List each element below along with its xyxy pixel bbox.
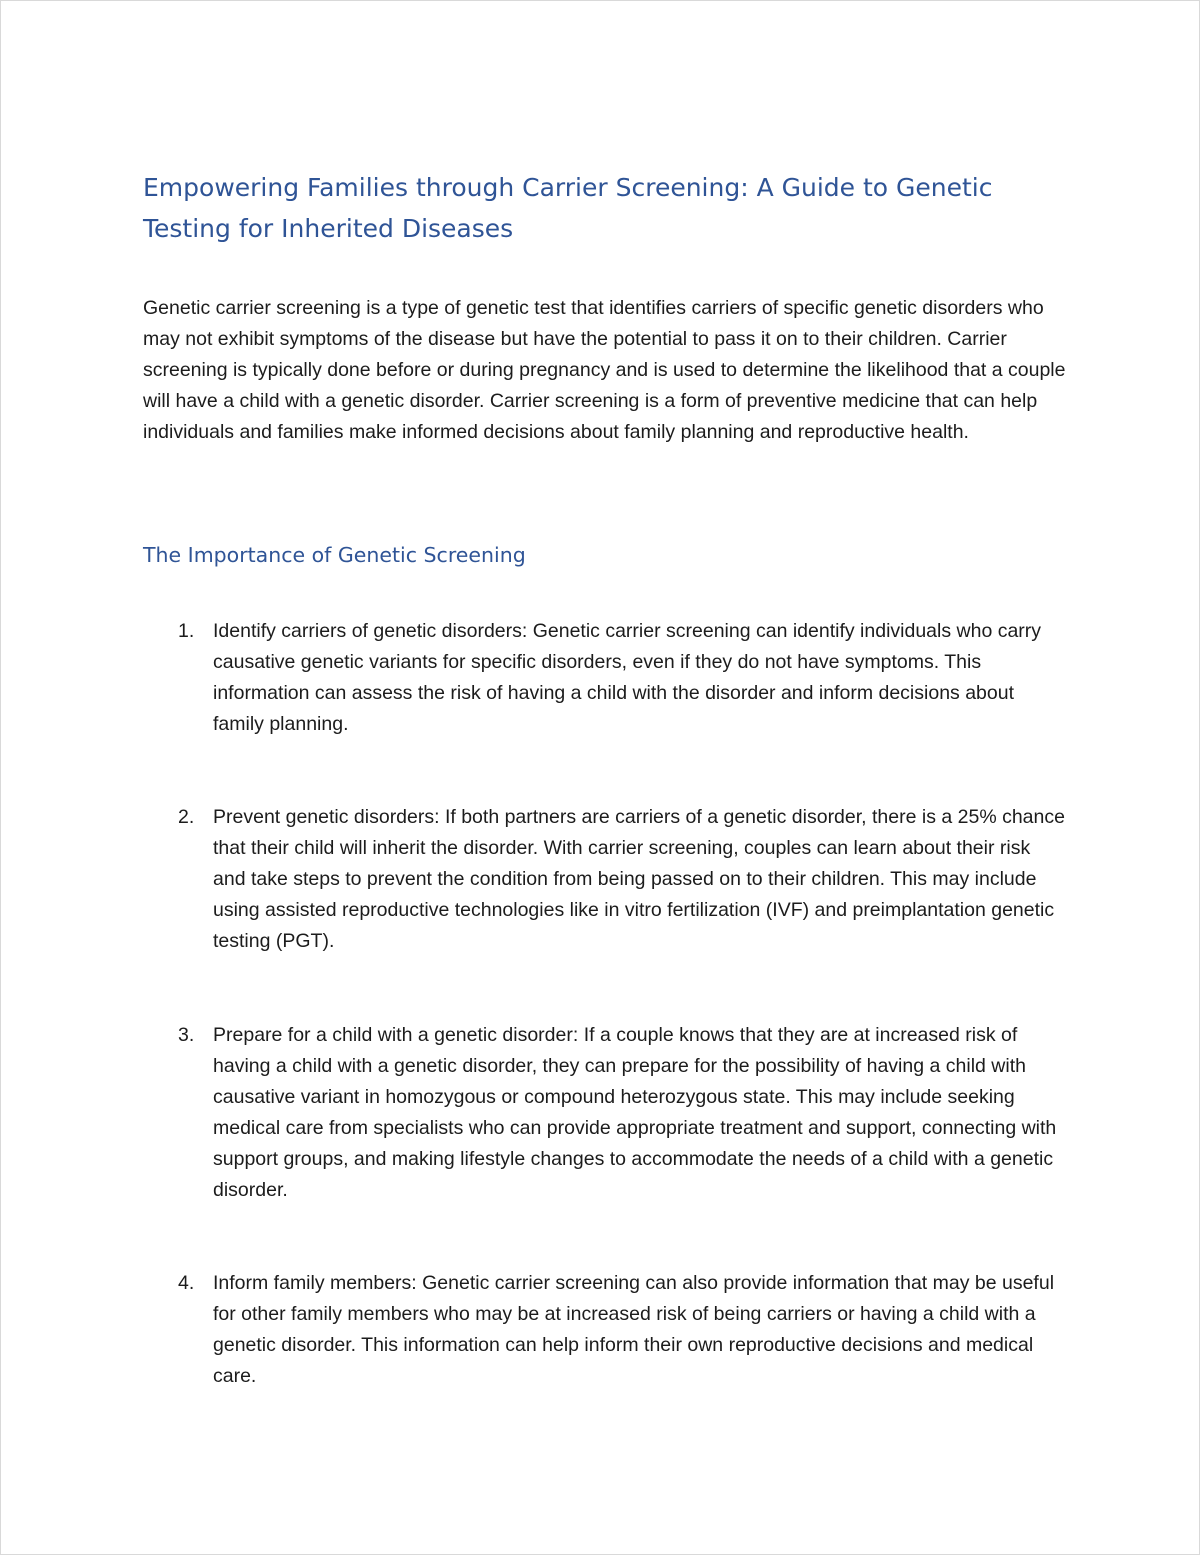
document-title: Empowering Families through Carrier Screening: A Guide to Genetic Testing for Inherited Diseases (143, 173, 993, 243)
list-item-text: Identify carriers of genetic disorders: Genetic carrier screening can identify individuals who carry causative genetic variants for specific disorders, even if they do not have symptoms. This information can assess the risk of having a child with the disorder and inform decisions about family planning. (213, 620, 1042, 736)
list-item (143, 802, 1068, 957)
list-item-number: 1. (178, 620, 195, 642)
list-item-text: Prevent genetic disorders: If both partners are carriers of a genetic disorder, there is a 25% chance that their child will inherit the disorder. With carrier screening, couples can learn about their risk and take steps to prevent the condition from being passed on to their children. This may include using assisted reproductive technologies like in vitro fertilization (IVF) and preimplantation genetic testing (PGT). (213, 806, 1065, 953)
intro-paragraph: Genetic carrier screening is a type of genetic test that identifies carriers of specific genetic disorders who may not exhibit symptoms of the disease but have the potential to pass it on to their children. Carrier screening is typically done before or during pregnancy and is used to determine the likelihood that a couple will have a child with a genetic disorder. Carrier screening is a form of preventive medicine that can help individuals and families make informed decisions about family planning and reproductive health. (143, 297, 1066, 444)
list-item-text: Inform family members: Genetic carrier screening can also provide information that may be useful for other family members who may be at increased risk of being carriers or having a child with a genetic disorder. This information can help inform their own reproductive decisions and medical care. (213, 1272, 1055, 1388)
list-item (143, 616, 1068, 740)
list-item-number: 2. (178, 806, 195, 828)
list-item-number: 3. (178, 1024, 195, 1046)
list-item (143, 1020, 1068, 1207)
list-item-text: Prepare for a child with a genetic disorder: If a couple knows that they are at increased risk of having a child with a genetic disorder, they can prepare for the possibility of having a child with causative variant in homozygous or compound heterozygous state. This may include seeking medical care from specialists who can provide appropriate treatment and support, connecting with support groups, and making lifestyle changes to accommodate the needs of a child with a genetic disorder. (213, 1024, 1057, 1202)
list-item (143, 1268, 1068, 1392)
list-item-number: 4. (178, 1272, 195, 1294)
section-heading: The Importance of Genetic Screening (143, 543, 526, 567)
